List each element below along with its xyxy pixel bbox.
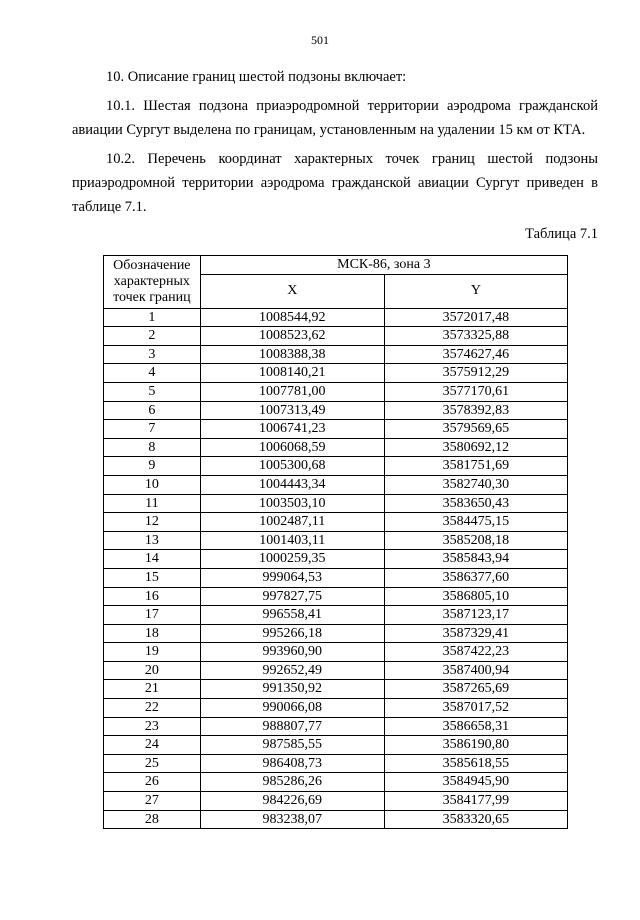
coordinates-table	[103, 255, 568, 829]
table-row	[104, 587, 568, 606]
x-value-cell: 1004443,34	[200, 475, 384, 494]
table-row	[104, 680, 568, 699]
y-value-cell: 3582740,30	[384, 475, 567, 494]
x-value-cell: 990066,08	[200, 699, 384, 718]
y-value-cell: 3587265,69	[384, 680, 567, 699]
point-number-cell: 24	[104, 736, 201, 755]
y-value-cell: 3585618,55	[384, 754, 567, 773]
point-number-cell: 26	[104, 773, 201, 792]
paragraph-10-1: 10.1. Шестая подзона приаэродромной территории аэродрома гражданской авиации Сургут выделена по границам, установленным на удалении 15 км от КТА.	[72, 98, 598, 138]
y-value-cell: 3586805,10	[384, 587, 567, 606]
table-row	[104, 792, 568, 811]
table-row	[104, 457, 568, 476]
x-value-cell: 1006068,59	[200, 438, 384, 457]
x-value-cell: 1002487,11	[200, 513, 384, 532]
y-value-cell: 3587329,41	[384, 624, 567, 643]
y-value-cell: 3585843,94	[384, 550, 567, 569]
table-row	[104, 327, 568, 346]
header-name-line-2: характерных	[113, 273, 190, 289]
table-row	[104, 494, 568, 513]
table-row	[104, 308, 568, 327]
x-value-cell: 1001403,11	[200, 531, 384, 550]
x-value-cell: 1000259,35	[200, 550, 384, 569]
y-value-cell: 3587123,17	[384, 606, 567, 625]
table-row	[104, 810, 568, 829]
x-value-cell: 984226,69	[200, 792, 384, 811]
y-value-cell: 3583320,65	[384, 810, 567, 829]
point-number-cell: 20	[104, 661, 201, 680]
x-value-cell: 999064,53	[200, 568, 384, 587]
table-row	[104, 754, 568, 773]
point-number-cell: 7	[104, 420, 201, 439]
table-row	[104, 531, 568, 550]
y-value-cell: 3586658,31	[384, 717, 567, 736]
table-row	[104, 699, 568, 718]
table-row	[104, 661, 568, 680]
y-value-cell: 3574627,46	[384, 345, 567, 364]
header-name-line-1: Обозначение	[113, 257, 191, 273]
point-number-cell: 16	[104, 587, 201, 606]
y-value-cell: 3581751,69	[384, 457, 567, 476]
table-body	[104, 308, 568, 829]
point-number-cell: 17	[104, 606, 201, 625]
page-number: 501	[311, 33, 329, 47]
x-value-cell: 997827,75	[200, 587, 384, 606]
table-row	[104, 345, 568, 364]
table-row	[104, 624, 568, 643]
x-value-cell: 987585,55	[200, 736, 384, 755]
table-row	[104, 420, 568, 439]
y-value-cell: 3583650,43	[384, 494, 567, 513]
x-value-cell: 1008544,92	[200, 308, 384, 327]
y-value-cell: 3587017,52	[384, 699, 567, 718]
x-value-cell: 986408,73	[200, 754, 384, 773]
point-number-cell: 19	[104, 643, 201, 662]
table-row	[104, 550, 568, 569]
x-value-cell: 1007313,49	[200, 401, 384, 420]
point-number-cell: 13	[104, 531, 201, 550]
header-y: Y	[384, 274, 567, 308]
point-number-cell: 18	[104, 624, 201, 643]
point-number-cell: 22	[104, 699, 201, 718]
table-row	[104, 438, 568, 457]
point-number-cell: 4	[104, 364, 201, 383]
y-value-cell: 3584945,90	[384, 773, 567, 792]
point-number-cell: 10	[104, 475, 201, 494]
point-number-cell: 28	[104, 810, 201, 829]
x-value-cell: 1008388,38	[200, 345, 384, 364]
point-number-cell: 12	[104, 513, 201, 532]
x-value-cell: 1003503,10	[200, 494, 384, 513]
header-point-name	[104, 256, 201, 309]
point-number-cell: 8	[104, 438, 201, 457]
x-value-cell: 1008140,21	[200, 364, 384, 383]
y-value-cell: 3572017,48	[384, 308, 567, 327]
point-number-cell: 9	[104, 457, 201, 476]
x-value-cell: 1005300,68	[200, 457, 384, 476]
x-value-cell: 1006741,23	[200, 420, 384, 439]
header-x: X	[200, 274, 384, 308]
x-value-cell: 985286,26	[200, 773, 384, 792]
x-value-cell: 992652,49	[200, 661, 384, 680]
table-row	[104, 401, 568, 420]
paragraph-10: 10. Описание границ шестой подзоны включает:	[106, 69, 407, 85]
table-row	[104, 513, 568, 532]
x-value-cell: 1008523,62	[200, 327, 384, 346]
point-number-cell: 3	[104, 345, 201, 364]
point-number-cell: 15	[104, 568, 201, 587]
header-name-line-3: точек границ	[113, 289, 191, 305]
y-value-cell: 3586190,80	[384, 736, 567, 755]
x-value-cell: 988807,77	[200, 717, 384, 736]
point-number-cell: 21	[104, 680, 201, 699]
y-value-cell: 3585208,18	[384, 531, 567, 550]
point-number-cell: 2	[104, 327, 201, 346]
x-value-cell: 1007781,00	[200, 382, 384, 401]
header-coordinate-system: МСК-86, зона 3	[200, 256, 567, 275]
y-value-cell: 3587400,94	[384, 661, 567, 680]
table-row	[104, 606, 568, 625]
table-row	[104, 364, 568, 383]
x-value-cell: 993960,90	[200, 643, 384, 662]
x-value-cell: 991350,92	[200, 680, 384, 699]
point-number-cell: 14	[104, 550, 201, 569]
y-value-cell: 3579569,65	[384, 420, 567, 439]
table-caption: Таблица 7.1	[525, 226, 598, 242]
y-value-cell: 3578392,83	[384, 401, 567, 420]
y-value-cell: 3584177,99	[384, 792, 567, 811]
point-number-cell: 1	[104, 308, 201, 327]
y-value-cell: 3580692,12	[384, 438, 567, 457]
y-value-cell: 3575912,29	[384, 364, 567, 383]
point-number-cell: 25	[104, 754, 201, 773]
y-value-cell: 3577170,61	[384, 382, 567, 401]
point-number-cell: 5	[104, 382, 201, 401]
table-row	[104, 643, 568, 662]
y-value-cell: 3586377,60	[384, 568, 567, 587]
x-value-cell: 983238,07	[200, 810, 384, 829]
table-row	[104, 736, 568, 755]
table-row	[104, 475, 568, 494]
x-value-cell: 996558,41	[200, 606, 384, 625]
table-row	[104, 568, 568, 587]
table-row	[104, 773, 568, 792]
y-value-cell: 3584475,15	[384, 513, 567, 532]
point-number-cell: 11	[104, 494, 201, 513]
table-row	[104, 382, 568, 401]
paragraph-10-2: 10.2. Перечень координат характерных точек границ шестой подзоны приаэродромной территории аэродрома гражданской авиации Сургут приведен в таблице 7.1.	[72, 151, 598, 215]
point-number-cell: 6	[104, 401, 201, 420]
table-row	[104, 717, 568, 736]
point-number-cell: 23	[104, 717, 201, 736]
y-value-cell: 3573325,88	[384, 327, 567, 346]
point-number-cell: 27	[104, 792, 201, 811]
x-value-cell: 995266,18	[200, 624, 384, 643]
y-value-cell: 3587422,23	[384, 643, 567, 662]
